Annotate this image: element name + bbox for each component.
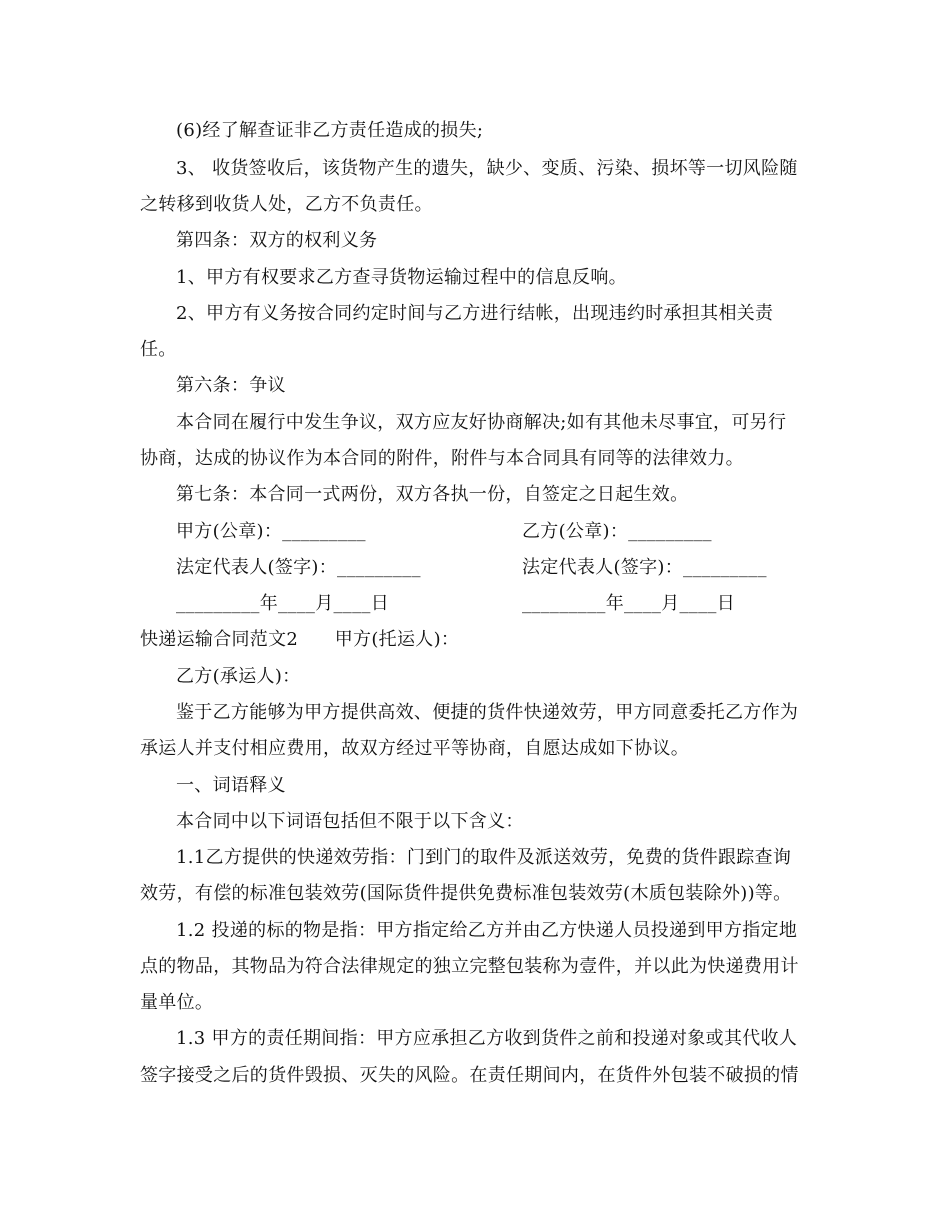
section-heading-article-4: 第四条：双方的权利义务 [176, 230, 378, 251]
party-a-date: _________年____月____日 [176, 593, 389, 614]
party-a-seal: 甲方(公章)：_________ [176, 521, 366, 542]
article-4-item-1: 1、甲方有权要求乙方查寻货物运输过程中的信息反响。 [176, 267, 627, 288]
list-item-6: (6)经了解查证非乙方责任造成的损失; [176, 120, 484, 141]
clause-3-line-2: 之转移到收货人处，乙方不负责任。 [140, 194, 433, 215]
party-b-carrier: 乙方(承运人)： [176, 666, 301, 687]
party-b-date: _________年____月____日 [522, 593, 735, 614]
article-6-line-1: 本合同在履行中发生争议，双方应友好协商解决;如有其他未尽事宜，可另行 [176, 412, 787, 433]
article-6-line-2: 协商，达成的协议作为本合同的附件，附件与本合同具有同等的法律效力。 [140, 448, 744, 469]
party-a-representative: 法定代表人(签字)：_________ [176, 557, 421, 578]
preamble-line-2: 承运人并支付相应费用，故双方经过平等协商，自愿达成如下协议。 [140, 738, 689, 759]
definition-1-3-line-1: 1.3 甲方的责任期间指：甲方应承担乙方收到货件之前和投递对象或其代收人 [176, 1028, 798, 1049]
contract-2-title: 快递运输合同范文2 甲方(托运人)： [140, 629, 460, 650]
section-heading-definitions: 一、词语释义 [176, 775, 286, 796]
party-b-seal: 乙方(公章)：_________ [522, 521, 712, 542]
definition-1-2-line-1: 1.2 投递的标的物是指：甲方指定给乙方并由乙方快递人员投递到甲方指定地 [176, 920, 798, 941]
definitions-intro: 本合同中以下词语包括但不限于以下含义： [176, 811, 524, 832]
definition-1-3-line-2: 签字接受之后的货件毁损、灭失的风险。在责任期间内，在货件外包装不破损的情 [140, 1065, 799, 1086]
definition-1-1-line-1: 1.1乙方提供的快递效劳指：门到门的取件及派送效劳，免费的货件跟踪查询 [176, 847, 792, 868]
definition-1-2-line-2: 点的物品，其物品为符合法律规定的独立完整包装称为壹件，并以此为快递费用计 [140, 956, 799, 977]
definition-1-2-line-3: 量单位。 [140, 992, 214, 1013]
definition-1-1-line-2: 效劳，有偿的标准包装效劳(国际货件提供免费标准包装效劳(木质包装除外))等。 [140, 883, 792, 904]
preamble-line-1: 鉴于乙方能够为甲方提供高效、便捷的货件快递效劳，甲方同意委托乙方作为 [176, 702, 799, 723]
article-4-item-2-line-2: 任。 [140, 339, 177, 360]
clause-3-line-1: 3、 收货签收后，该货物产生的遗失，缺少、变质、污染、损坏等一切风险随 [176, 158, 798, 179]
article-7: 第七条：本合同一式两份，双方各执一份，自签定之日起生效。 [176, 484, 689, 505]
party-b-representative: 法定代表人(签字)：_________ [522, 557, 767, 578]
article-4-item-2-line-1: 2、甲方有义务按合同约定时间与乙方进行结帐，出现违约时承担其相关责 [176, 303, 774, 324]
section-heading-article-6: 第六条：争议 [176, 375, 286, 396]
